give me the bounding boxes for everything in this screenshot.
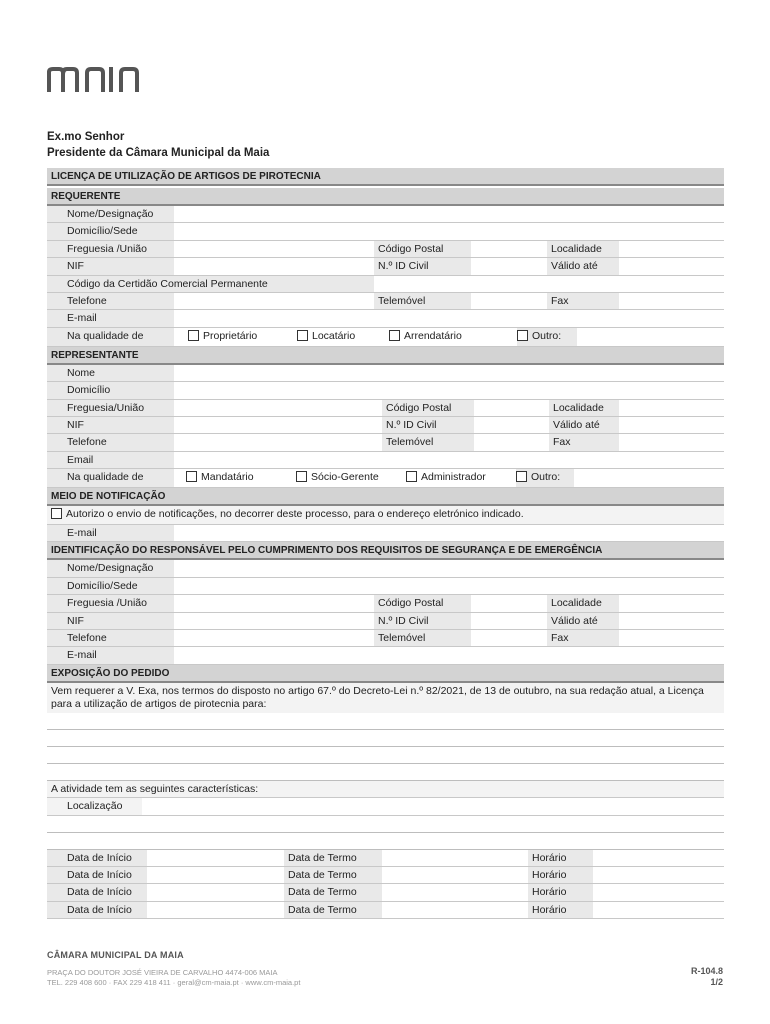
req-opt-locatario-label: Locatário — [312, 329, 356, 342]
resp-localidade-field[interactable] — [619, 595, 724, 611]
rep-nome-label: Nome — [47, 365, 174, 381]
pedido-localizacao-label: Localização — [47, 798, 142, 814]
data-inicio-label: Data de Início — [47, 884, 147, 900]
pedido-texto: Vem requerer a V. Exa, nos termos do disposto no artigo 67.º do Decreto-Lei n.º 82/2021, de 13 de outubro, na sua redação atual, a Licença para a utilização de artigos de pirotecnia para: — [47, 683, 724, 713]
resp-localidade-label: Localidade — [547, 595, 619, 611]
req-email-label: E-mail — [47, 310, 174, 326]
req-localidade-field[interactable] — [619, 241, 724, 257]
rep-localidade-label: Localidade — [549, 400, 619, 416]
data-inicio-label: Data de Início — [47, 867, 147, 883]
resp-fax-field[interactable] — [619, 630, 724, 646]
checkbox-icon[interactable] — [51, 508, 62, 519]
resp-nif-label: NIF — [47, 613, 174, 629]
req-freguesia-label: Freguesia /União — [47, 241, 174, 257]
maia-logo — [47, 66, 141, 97]
section-representante: REPRESENTANTE — [47, 347, 724, 365]
addressee-line2: Presidente da Câmara Municipal da Maia — [47, 147, 270, 159]
horario-field[interactable] — [593, 902, 724, 918]
horario-label: Horário — [528, 884, 593, 900]
pedido-localizacao-row — [47, 798, 724, 815]
req-freguesia-row — [47, 241, 724, 258]
horario-label: Horário — [528, 850, 593, 866]
rep-email-field[interactable] — [174, 452, 724, 468]
resp-telefone-field[interactable] — [174, 630, 374, 646]
rep-domicilio-row — [47, 382, 724, 399]
section-requerente: REQUERENTE — [47, 188, 724, 206]
req-telemovel-field[interactable] — [471, 293, 547, 309]
section-pedido: EXPOSIÇÃO DO PEDIDO — [47, 665, 724, 683]
datas-row-4 — [47, 902, 724, 919]
resp-nome-field[interactable] — [174, 560, 724, 576]
checkbox-icon[interactable] — [517, 330, 528, 341]
section-notificacao: MEIO DE NOTIFICAÇÃO — [47, 488, 724, 506]
req-fax-label: Fax — [547, 293, 619, 309]
resp-domicilio-row — [47, 578, 724, 595]
rep-cp-label: Código Postal — [382, 400, 474, 416]
not-email-label: E-mail — [47, 525, 174, 541]
footer-municipality: CÂMARA MUNICIPAL DA MAIA — [47, 950, 184, 960]
horario-label: Horário — [528, 902, 593, 918]
resp-freguesia-row — [47, 595, 724, 612]
data-termo-field[interactable] — [382, 867, 528, 883]
rep-telemovel-label: Telemóvel — [382, 434, 474, 450]
rep-domicilio-field[interactable] — [174, 382, 724, 398]
req-nome-row — [47, 206, 724, 223]
resp-telefone-row — [47, 630, 724, 647]
page-number: 1/2 — [710, 977, 723, 987]
req-opt-arrendatario[interactable] — [389, 328, 517, 346]
resp-cp-field[interactable] — [471, 595, 547, 611]
horario-field[interactable] — [593, 850, 724, 866]
not-autorizo-row — [47, 506, 724, 525]
rep-qualidade-label: Na qualidade de — [47, 469, 174, 487]
pedido-line-3[interactable] — [47, 747, 724, 764]
rep-telefone-label: Telefone — [47, 434, 174, 450]
checkbox-icon[interactable] — [186, 471, 197, 482]
rep-opt-administrador-label: Administrador — [421, 471, 486, 484]
rep-valido-field[interactable] — [619, 417, 724, 433]
rep-freguesia-label: Freguesia/União — [47, 400, 174, 416]
req-telefone-label: Telefone — [47, 293, 174, 309]
rep-freguesia-row — [47, 400, 724, 417]
rep-email-row — [47, 452, 724, 469]
rep-fax-field[interactable] — [619, 434, 724, 450]
footer-address-line2: TEL. 229 408 600 · FAX 229 418 411 · geral@cm-maia.pt · www.cm-maia.pt — [47, 978, 301, 987]
rep-outro-field[interactable] — [574, 469, 724, 487]
rep-cp-field[interactable] — [474, 400, 549, 416]
rep-telefone-field[interactable] — [174, 434, 382, 450]
resp-valido-field[interactable] — [619, 613, 724, 629]
req-telemovel-label: Telemóvel — [374, 293, 471, 309]
not-email-row — [47, 525, 724, 542]
rep-opt-socio-label: Sócio-Gerente — [311, 471, 379, 484]
req-nif-field[interactable] — [174, 258, 374, 274]
data-termo-field[interactable] — [382, 850, 528, 866]
footer-address-line1: PRAÇA DO DOUTOR JOSÉ VIEIRA DE CARVALHO 4474-006 MAIA — [47, 968, 278, 977]
req-nome-label: Nome/Designação — [47, 206, 174, 222]
checkbox-icon[interactable] — [188, 330, 199, 341]
checkbox-icon[interactable] — [406, 471, 417, 482]
req-opt-outro-label: Outro: — [532, 329, 562, 342]
data-inicio-field[interactable] — [147, 850, 284, 866]
data-termo-field[interactable] — [382, 884, 528, 900]
horario-field[interactable] — [593, 884, 724, 900]
req-valido-label: Válido até — [547, 258, 619, 274]
rep-telefone-row — [47, 434, 724, 451]
rep-nome-field[interactable] — [174, 365, 724, 381]
rep-opt-administrador[interactable] — [406, 469, 516, 487]
addressee — [47, 129, 269, 161]
datas-row-3 — [47, 884, 724, 901]
data-termo-label: Data de Termo — [284, 902, 382, 918]
req-idcivil-label: N.º ID Civil — [374, 258, 471, 274]
data-termo-field[interactable] — [382, 902, 528, 918]
rep-localidade-field[interactable] — [619, 400, 724, 416]
data-inicio-field[interactable] — [147, 902, 284, 918]
data-termo-label: Data de Termo — [284, 867, 382, 883]
req-opt-locatario[interactable] — [297, 328, 389, 346]
resp-fax-label: Fax — [547, 630, 619, 646]
resp-email-label: E-mail — [47, 647, 174, 663]
rep-valido-label: Válido até — [549, 417, 619, 433]
req-certidao-label: Código da Certidão Comercial Permanente — [47, 276, 374, 292]
data-inicio-field[interactable] — [147, 867, 284, 883]
req-qualidade-row — [47, 328, 724, 347]
rep-fax-label: Fax — [549, 434, 619, 450]
resp-domicilio-label: Domicílio/Sede — [47, 578, 174, 594]
maia-logo-icon — [47, 66, 141, 92]
req-opt-proprietario[interactable] — [188, 328, 297, 346]
pedido-line-2[interactable] — [47, 730, 724, 747]
req-telefone-field[interactable] — [174, 293, 374, 309]
req-nif-label: NIF — [47, 258, 174, 274]
req-nif-row — [47, 258, 724, 275]
resp-nif-row — [47, 613, 724, 630]
footer-doc-code — [691, 966, 723, 988]
checkbox-icon[interactable] — [297, 330, 308, 341]
data-inicio-field[interactable] — [147, 884, 284, 900]
resp-domicilio-field[interactable] — [174, 578, 724, 594]
req-fax-field[interactable] — [619, 293, 724, 309]
doc-code: R-104.8 — [690, 966, 723, 976]
req-domicilio-label: Domicílio/Sede — [47, 223, 174, 239]
req-cp-field[interactable] — [471, 241, 547, 257]
req-opt-outro[interactable] — [517, 328, 577, 346]
checkbox-icon[interactable] — [516, 471, 527, 482]
pedido-atividade-label: A atividade tem as seguintes características: — [47, 781, 724, 797]
data-inicio-label: Data de Início — [47, 850, 147, 866]
resp-nif-field[interactable] — [174, 613, 374, 629]
pedido-line-4[interactable] — [47, 764, 724, 781]
rep-opt-outro[interactable] — [516, 469, 574, 487]
rep-nome-row — [47, 365, 724, 382]
resp-freguesia-label: Freguesia /União — [47, 595, 174, 611]
rep-opt-mandatario[interactable] — [186, 469, 296, 487]
req-email-row — [47, 310, 724, 327]
resp-valido-label: Válido até — [547, 613, 619, 629]
pedido-line-6[interactable] — [47, 833, 724, 850]
data-termo-label: Data de Termo — [284, 884, 382, 900]
req-cp-label: Código Postal — [374, 241, 471, 257]
datas-row-2 — [47, 867, 724, 884]
rep-freguesia-field[interactable] — [174, 400, 382, 416]
rep-opt-outro-label: Outro: — [531, 471, 561, 484]
section-responsavel: IDENTIFICAÇÃO DO RESPONSÁVEL PELO CUMPRIMENTO DOS REQUISITOS DE SEGURANÇA E DE EMERGÊNCIA — [47, 542, 724, 560]
req-qualidade-label: Na qualidade de — [47, 328, 174, 346]
pedido-line-1[interactable] — [47, 713, 724, 730]
rep-nif-label: NIF — [47, 417, 174, 433]
resp-telefone-label: Telefone — [47, 630, 174, 646]
rep-qualidade-row — [47, 469, 724, 488]
req-telefone-row — [47, 293, 724, 310]
resp-telemovel-label: Telemóvel — [374, 630, 471, 646]
req-opt-arrendatario-label: Arrendatário — [404, 329, 462, 342]
rep-opt-mandatario-label: Mandatário — [201, 471, 254, 484]
resp-telemovel-field[interactable] — [471, 630, 547, 646]
not-autorizo-label: Autorizo o envio de notificações, no decorrer deste processo, para o endereço eletrónico indicado. — [66, 508, 524, 521]
addressee-line1: Ex.mo Senhor — [47, 131, 125, 143]
resp-email-field[interactable] — [174, 647, 724, 663]
req-opt-proprietario-label: Proprietário — [203, 329, 258, 342]
license-form — [47, 168, 724, 919]
not-autorizo-option[interactable] — [47, 506, 724, 524]
resp-nome-label: Nome/Designação — [47, 560, 174, 576]
req-freguesia-field[interactable] — [174, 241, 374, 257]
rep-email-label: Email — [47, 452, 174, 468]
resp-idcivil-field[interactable] — [471, 613, 547, 629]
resp-idcivil-label: N.º ID Civil — [374, 613, 471, 629]
req-outro-field[interactable] — [577, 328, 724, 346]
rep-opt-socio[interactable] — [296, 469, 406, 487]
rep-telemovel-field[interactable] — [474, 434, 549, 450]
req-certidao-field[interactable] — [374, 276, 724, 292]
data-inicio-label: Data de Início — [47, 902, 147, 918]
horario-field[interactable] — [593, 867, 724, 883]
checkbox-icon[interactable] — [296, 471, 307, 482]
rep-domicilio-label: Domicílio — [47, 382, 174, 398]
checkbox-icon[interactable] — [389, 330, 400, 341]
footer-address — [47, 968, 300, 988]
rep-idcivil-label: N.º ID Civil — [382, 417, 474, 433]
req-domicilio-row — [47, 223, 724, 240]
rep-idcivil-field[interactable] — [474, 417, 549, 433]
resp-cp-label: Código Postal — [374, 595, 471, 611]
datas-row-1 — [47, 850, 724, 867]
rep-nif-row — [47, 417, 724, 434]
resp-nome-row — [47, 560, 724, 577]
resp-email-row — [47, 647, 724, 664]
data-termo-label: Data de Termo — [284, 850, 382, 866]
pedido-localizacao-field[interactable] — [142, 798, 724, 814]
req-email-field[interactable] — [174, 310, 724, 326]
req-nome-field[interactable] — [174, 206, 724, 222]
req-localidade-label: Localidade — [547, 241, 619, 257]
req-idcivil-field[interactable] — [471, 258, 547, 274]
req-domicilio-field[interactable] — [174, 223, 724, 239]
resp-freguesia-field[interactable] — [174, 595, 374, 611]
pedido-atividade-row — [47, 781, 724, 798]
pedido-line-5[interactable] — [47, 816, 724, 833]
req-valido-field[interactable] — [619, 258, 724, 274]
horario-label: Horário — [528, 867, 593, 883]
rep-nif-field[interactable] — [174, 417, 382, 433]
req-certidao-row — [47, 276, 724, 293]
form-title: LICENÇA DE UTILIZAÇÃO DE ARTIGOS DE PIROTECNIA — [47, 168, 724, 186]
not-email-field[interactable] — [174, 525, 724, 541]
